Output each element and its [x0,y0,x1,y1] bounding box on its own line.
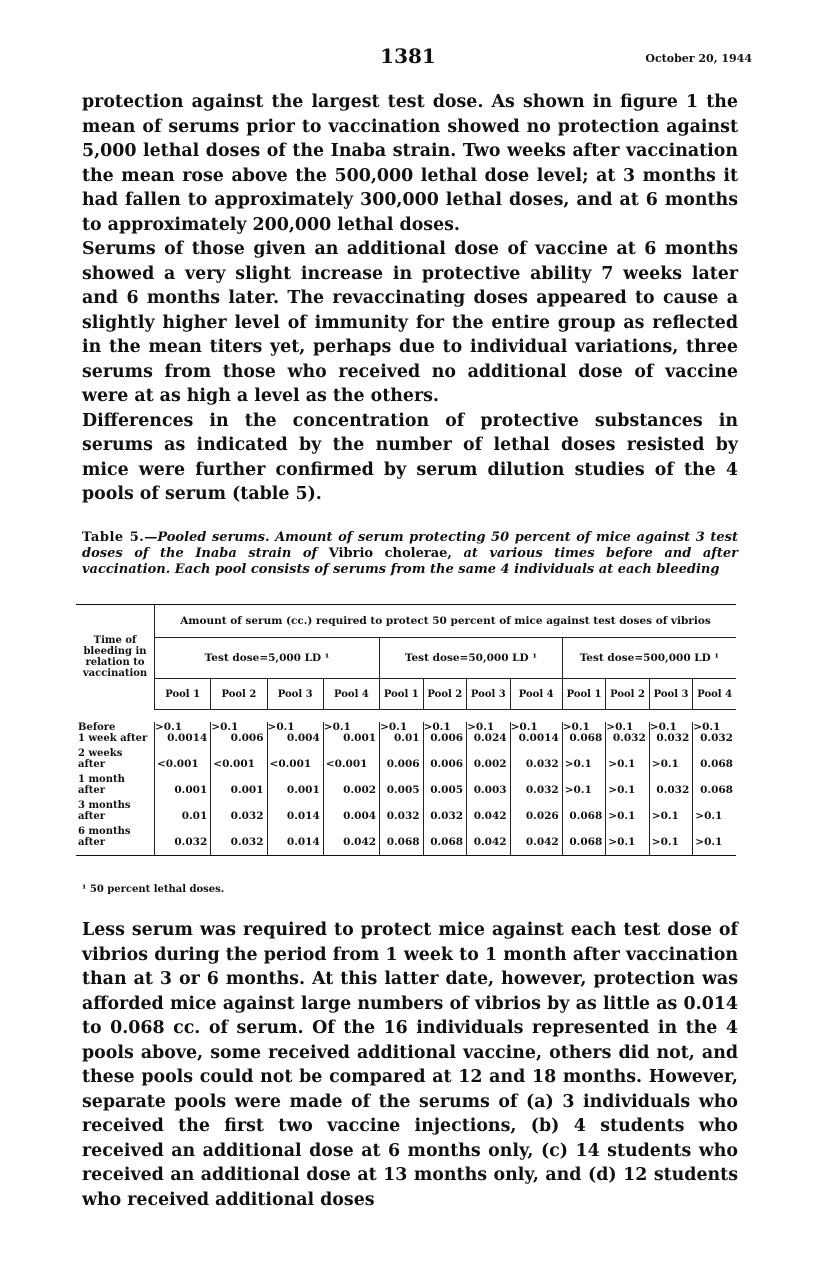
row-label-line: 2 weeks [78,747,123,759]
caption-text: at various times before and after vaccination. Each pool consists of serums from the same 4 individuals at each bleeding [82,546,739,577]
cell-value: 0.01 [394,732,420,744]
table-cell: >0.1 [649,823,693,856]
pool-header: Pool 3 [467,679,511,710]
table-cell: 0.032 [380,797,424,823]
table-cell: >0.1 [562,771,606,797]
row-label-line: after [78,811,106,822]
cell-value: 0.0014 [167,732,208,744]
row-label-line: 1 week after [78,733,148,744]
row-label [76,722,155,745]
caption-title: Pooled serums. [157,530,270,545]
cell-value: 0.001 [343,732,377,744]
table-cell: 0.003 [467,771,511,797]
paragraph: protection against the largest test dose. As shown in figure 1 the mean of serums prior to vaccination showed no protection against 5,000 lethal doses of the Inaba strain. Two weeks after vaccination the mean rose above the 500,000 lethal dose level; at 3 months it had fallen to approximately 300,000 lethal doses, and at 6 months to approximately 200,000 lethal doses. [82,92,738,235]
table-cell: 0.042 [323,823,379,856]
table-cell: 0.002 [323,771,379,797]
pool-header: Pool 1 [380,679,424,710]
group-header: Test dose=500,000 LD ¹ [562,638,736,679]
table-cell: 0.068 [562,797,606,823]
spanner-header: Amount of serum (cc.) required to protect 50 percent of mice against test doses of vibrios [155,605,737,638]
table-cell: 0.068 [423,823,467,856]
row-label-line: after [78,759,106,770]
table-row [76,722,736,745]
table-cell: >0.1 [606,745,650,771]
table-cell: 0.042 [467,797,511,823]
cell-value: >0.1 [380,720,408,733]
row-label-line: after [78,785,106,796]
table-cell: 0.006 [380,745,424,771]
cell-value: >0.1 [267,720,295,733]
stub-header: Time of bleeding in relation to vaccination [76,605,155,710]
table-cell: <0.001 [211,745,267,771]
pool-header: Pool 3 [649,679,693,710]
cell-value: >0.1 [649,720,677,733]
table-cell: <0.001 [323,745,379,771]
pool-header: Pool 2 [606,679,650,710]
body-text-top [82,90,738,507]
caption-species: Vibrio cholerae, [328,546,452,561]
table-cell: 0.006 [423,745,467,771]
table-cell: 0.005 [380,771,424,797]
row-label-line: after [78,837,106,848]
cell-value: >0.1 [510,720,538,733]
table-5 [76,604,736,856]
pool-header: Pool 2 [211,679,267,710]
table-cell: 0.042 [510,823,562,856]
row-label [76,771,155,797]
cell-value: >0.1 [693,720,721,733]
table-cell: >0.1 [695,810,723,822]
table-cell: >0.1 [606,823,650,856]
table-row [76,745,736,771]
cell-value: >0.1 [606,720,634,733]
table-cell: 0.014 [267,797,323,823]
table-cell [267,722,323,745]
pool-header: Pool 4 [510,679,562,710]
body-text-bottom [82,918,738,1212]
table-cell: 0.002 [467,745,511,771]
pool-header: Pool 2 [423,679,467,710]
table-cell [155,722,211,745]
table-cell: >0.1 [695,836,723,848]
table-cell [510,722,562,745]
table-cell: <0.001 [155,745,211,771]
cell-value: 0.032 [656,732,690,744]
cell-value: >0.1 [423,720,451,733]
table-row [76,797,736,823]
table-cell: 0.014 [267,823,323,856]
table-cell: 0.032 [211,797,267,823]
table-cell: 0.001 [267,771,323,797]
table-cell: 0.032 [649,771,693,797]
table-row [76,823,736,856]
table-cell: 0.068 [700,758,733,770]
caption-text: Amount of serum protecting 50 percent of mice against 3 test doses of the Inaba strain of [82,530,738,561]
group-header: Test dose=5,000 LD ¹ [155,638,380,679]
table-cell: 0.004 [323,797,379,823]
table-cell: 0.032 [211,823,267,856]
cell-value: >0.1 [467,720,495,733]
table-caption: Table 5.—Pooled serums. Amount of serum protecting 50 percent of mice against 3 test doses of the Inaba strain of Vibrio cholerae, at various times before and after vaccination. Each pool consists of serums from the same 4 individuals at each bleeding [82,530,739,577]
table-cell: 0.068 [380,823,424,856]
pool-header: Pool 4 [323,679,379,710]
row-label [76,745,155,771]
table-cell: 0.026 [510,797,562,823]
row-label [76,823,155,856]
group-header: Test dose=50,000 LD ¹ [380,638,563,679]
cell-value: 0.004 [286,732,320,744]
table-cell: >0.1 [606,797,650,823]
cell-value: 0.006 [430,732,464,744]
row-label-line: 6 months [78,825,131,837]
row-label [76,797,155,823]
table-row [76,771,736,797]
page-number: 1381 [380,44,436,68]
pool-header: Pool 3 [267,679,323,710]
table-cell: <0.001 [267,745,323,771]
cell-value: >0.1 [562,720,590,733]
cell-value: >0.1 [155,720,183,733]
table-cell: 0.068 [700,784,733,796]
table-cell [380,722,424,745]
table-cell: 0.001 [155,771,211,797]
cell-value: 0.0014 [518,732,559,744]
table-cell [211,722,267,745]
cell-value: 0.032 [700,732,733,744]
table-cell: 0.032 [423,797,467,823]
table-footnote: ¹ 50 percent lethal doses. [82,884,225,895]
table-cell [606,722,650,745]
paragraph: Less serum was required to protect mice against each test dose of vibrios during the period from 1 week to 1 month after vaccination than at 3 or 6 months. At this latter date, however, protection was afforded mice against large numbers of vibrios by as little as 0.014 to 0.068 cc. of serum. Of the 16 individuals represented in the 4 pools above, some received additional vaccine, others did not, and these pools could not be compared at 12 and 18 months. However, separate pools were made of the serums of (a) 3 individuals who received the first two vaccine injections, (b) 4 students who received an additional dose at 6 months only, (c) 14 students who received an additional dose at 13 months only, and (d) 12 students who received additional doses [82,920,738,1210]
table-cell: >0.1 [649,745,693,771]
table-cell: 0.005 [423,771,467,797]
cell-value: >0.1 [211,720,239,733]
table-cell: >0.1 [562,745,606,771]
table-cell [323,722,379,745]
table-cell: 0.032 [510,745,562,771]
pool-header: Pool 1 [155,679,211,710]
paragraph: Differences in the concentration of protective substances in serums as indicated by the number of lethal doses resisted by mice were further confirmed by serum dilution studies of the 4 pools of serum (table 5). [82,410,738,504]
row-label-line: Before [78,721,116,733]
caption-label: Table 5. [82,530,145,545]
table-cell [693,722,736,745]
table-cell: 0.01 [155,797,211,823]
table-cell: >0.1 [649,797,693,823]
table-cell [467,722,511,745]
row-label-line: 1 month [78,773,125,785]
cell-value: 0.068 [569,732,603,744]
cell-value: 0.006 [230,732,264,744]
table-cell: 0.068 [562,823,606,856]
table-cell [562,722,606,745]
table-cell: 0.032 [510,771,562,797]
paragraph: Serums of those given an additional dose of vaccine at 6 months showed a very slight increase in protective ability 7 weeks later and 6 months later. The revaccinating doses appeared to cause a slightly higher level of immunity for the entire group as reflected in the mean titers yet, perhaps due to individual variations, three serums from those who received no additional dose of vaccine were at as high a level as the others. [82,239,738,406]
issue-date: October 20, 1944 [645,52,752,65]
table-cell: >0.1 [606,771,650,797]
table-cell: 0.042 [467,823,511,856]
row-label-line: 3 months [78,799,131,811]
cell-value: >0.1 [323,720,351,733]
cell-value: 0.032 [612,732,646,744]
table-cell [423,722,467,745]
pool-header: Pool 4 [693,679,736,710]
cell-value: 0.024 [473,732,507,744]
pool-header: Pool 1 [562,679,606,710]
table-cell: 0.032 [155,823,211,856]
table-cell: 0.001 [211,771,267,797]
table-cell [649,722,693,745]
